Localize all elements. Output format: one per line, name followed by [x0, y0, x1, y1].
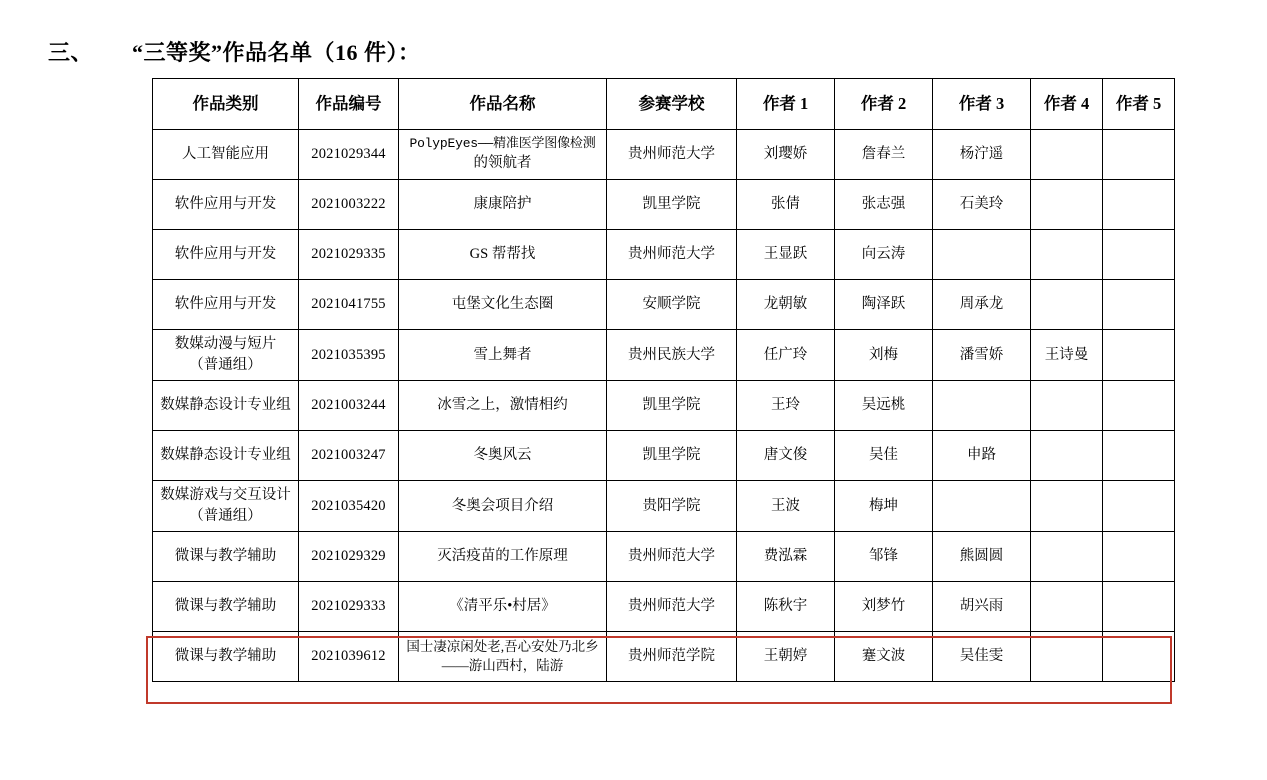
- table-row: [153, 130, 1175, 180]
- cell-author-4: 王诗曼: [1031, 330, 1103, 381]
- cell-author-2: 梅坤: [835, 481, 933, 532]
- cell-author-5: [1103, 481, 1175, 532]
- cell-school: 贵阳学院: [607, 481, 737, 532]
- cell-author-3: 周承龙: [933, 280, 1031, 330]
- awards-table-wrapper: [152, 78, 1166, 682]
- cell-author-5: [1103, 381, 1175, 431]
- cell-title: [399, 130, 607, 180]
- column-header-code: 作品编号: [299, 79, 399, 130]
- cell-title: [399, 632, 607, 682]
- cell-author-4: [1031, 381, 1103, 431]
- cell-category: 数媒静态设计专业组: [153, 381, 299, 431]
- cell-author-4: [1031, 582, 1103, 632]
- cell-category: 微课与教学辅助: [153, 632, 299, 682]
- cell-author-3: 吴佳雯: [933, 632, 1031, 682]
- table-header-row: [153, 79, 1175, 130]
- cell-code: 2021003244: [299, 381, 399, 431]
- cell-author-1: 陈秋宇: [737, 582, 835, 632]
- cell-author-1: 龙朝敏: [737, 280, 835, 330]
- cell-title: 《清平乐•村居》: [399, 582, 607, 632]
- cell-title: 冬奥风云: [399, 431, 607, 481]
- cell-category: [153, 330, 299, 381]
- column-header-title: 作品名称: [399, 79, 607, 130]
- section-title: “三等奖”作品名单（16 件）：: [132, 40, 421, 65]
- cell-author-5: [1103, 180, 1175, 230]
- cell-code: 2021035420: [299, 481, 399, 532]
- cell-author-3: 熊圆圆: [933, 532, 1031, 582]
- cell-school: 凯里学院: [607, 431, 737, 481]
- cell-author-3: [933, 381, 1031, 431]
- column-header-author-2: 作者 2: [835, 79, 933, 130]
- cell-category: 软件应用与开发: [153, 180, 299, 230]
- cell-author-1: 费泓霖: [737, 532, 835, 582]
- column-header-author-3: 作者 3: [933, 79, 1031, 130]
- cell-school: 贵州师范大学: [607, 582, 737, 632]
- cell-school: 贵州师范大学: [607, 230, 737, 280]
- cell-school: 贵州师范大学: [607, 130, 737, 180]
- cell-author-4: [1031, 632, 1103, 682]
- cell-school: 贵州师范学院: [607, 632, 737, 682]
- cell-author-1: 王玲: [737, 381, 835, 431]
- cell-author-2: 蹇文波: [835, 632, 933, 682]
- cell-author-2: 刘梦竹: [835, 582, 933, 632]
- cell-code: 2021039612: [299, 632, 399, 682]
- table-row-highlighted: [153, 632, 1175, 682]
- cell-school: 安顺学院: [607, 280, 737, 330]
- table-row: [153, 532, 1175, 582]
- cell-code: 2021029329: [299, 532, 399, 582]
- table-row: [153, 381, 1175, 431]
- cell-author-4: [1031, 280, 1103, 330]
- cell-code: 2021029333: [299, 582, 399, 632]
- cell-title-line2: 的领航者: [473, 155, 532, 172]
- cell-code: 2021003222: [299, 180, 399, 230]
- cell-author-3: 杨泞遥: [933, 130, 1031, 180]
- cell-author-5: [1103, 280, 1175, 330]
- section-number: 三、: [48, 40, 94, 65]
- table-header: [153, 79, 1175, 130]
- cell-author-5: [1103, 230, 1175, 280]
- table-row: [153, 330, 1175, 381]
- cell-author-2: 吴远桃: [835, 381, 933, 431]
- cell-author-5: [1103, 632, 1175, 682]
- cell-title: 屯堡文化生态圈: [399, 280, 607, 330]
- cell-code: 2021029335: [299, 230, 399, 280]
- cell-category: 软件应用与开发: [153, 280, 299, 330]
- cell-author-3: [933, 481, 1031, 532]
- cell-author-1: 王波: [737, 481, 835, 532]
- column-header-author-4: 作者 4: [1031, 79, 1103, 130]
- cell-author-2: 吴佳: [835, 431, 933, 481]
- table-row: [153, 481, 1175, 532]
- cell-author-1: 王显跃: [737, 230, 835, 280]
- cell-author-2: 陶泽跃: [835, 280, 933, 330]
- cell-author-5: [1103, 532, 1175, 582]
- cell-author-4: [1031, 431, 1103, 481]
- cell-author-1: 王朝婷: [737, 632, 835, 682]
- cell-category: 微课与教学辅助: [153, 532, 299, 582]
- awards-table: [152, 78, 1175, 682]
- cell-title: 雪上舞者: [399, 330, 607, 381]
- cell-school: 凯里学院: [607, 180, 737, 230]
- table-row: [153, 180, 1175, 230]
- cell-category: 数媒静态设计专业组: [153, 431, 299, 481]
- cell-code: 2021029344: [299, 130, 399, 180]
- cell-author-1: 唐文俊: [737, 431, 835, 481]
- column-header-category: 作品类别: [153, 79, 299, 130]
- cell-author-3: 申路: [933, 431, 1031, 481]
- table-row: [153, 230, 1175, 280]
- cell-category-line2: （普通组）: [189, 508, 262, 525]
- cell-author-1: 张倩: [737, 180, 835, 230]
- cell-author-1: 刘璎娇: [737, 130, 835, 180]
- cell-title: 冬奥会项目介绍: [399, 481, 607, 532]
- cell-category: [153, 481, 299, 532]
- cell-author-4: [1031, 481, 1103, 532]
- cell-code: 2021041755: [299, 280, 399, 330]
- cell-code: 2021003247: [299, 431, 399, 481]
- cell-author-2: 张志强: [835, 180, 933, 230]
- cell-school: 凯里学院: [607, 381, 737, 431]
- cell-category: 软件应用与开发: [153, 230, 299, 280]
- cell-author-5: [1103, 130, 1175, 180]
- cell-author-4: [1031, 180, 1103, 230]
- cell-category-line2: （普通组）: [189, 357, 262, 374]
- cell-title-line1: PolypEyes——精准医学图像检测: [409, 135, 596, 151]
- section-heading: [48, 36, 421, 67]
- cell-title: GS 帮帮找: [399, 230, 607, 280]
- column-header-author-5: 作者 5: [1103, 79, 1175, 130]
- cell-category-line1: 数媒动漫与短片: [174, 336, 277, 352]
- cell-author-3: [933, 230, 1031, 280]
- cell-school: 贵州民族大学: [607, 330, 737, 381]
- table-row: [153, 431, 1175, 481]
- cell-school: 贵州师范大学: [607, 532, 737, 582]
- column-header-author-1: 作者 1: [737, 79, 835, 130]
- cell-author-5: [1103, 582, 1175, 632]
- cell-author-4: [1031, 130, 1103, 180]
- table-row: [153, 582, 1175, 632]
- cell-author-1: 任广玲: [737, 330, 835, 381]
- cell-author-4: [1031, 532, 1103, 582]
- cell-author-4: [1031, 230, 1103, 280]
- table-row: [153, 280, 1175, 330]
- cell-title-line2: ——游山西村，陆游: [441, 657, 564, 673]
- column-header-school: 参赛学校: [607, 79, 737, 130]
- cell-title-line1: 国士凄凉闲处老,吾心安处乃北乡: [406, 639, 599, 655]
- table-body: [153, 130, 1175, 682]
- cell-author-3: 石美玲: [933, 180, 1031, 230]
- cell-author-2: 向云涛: [835, 230, 933, 280]
- cell-author-3: 胡兴雨: [933, 582, 1031, 632]
- cell-category: 人工智能应用: [153, 130, 299, 180]
- cell-author-5: [1103, 330, 1175, 381]
- cell-code: 2021035395: [299, 330, 399, 381]
- cell-title: 冰雪之上，激情相约: [399, 381, 607, 431]
- cell-author-5: [1103, 431, 1175, 481]
- cell-author-2: 詹春兰: [835, 130, 933, 180]
- cell-author-2: 刘梅: [835, 330, 933, 381]
- cell-title: 康康陪护: [399, 180, 607, 230]
- cell-category: 微课与教学辅助: [153, 582, 299, 632]
- cell-title: 灭活疫苗的工作原理: [399, 532, 607, 582]
- cell-category-line1: 数媒游戏与交互设计: [160, 487, 291, 504]
- cell-author-2: 邹锋: [835, 532, 933, 582]
- cell-author-3: 潘雪娇: [933, 330, 1031, 381]
